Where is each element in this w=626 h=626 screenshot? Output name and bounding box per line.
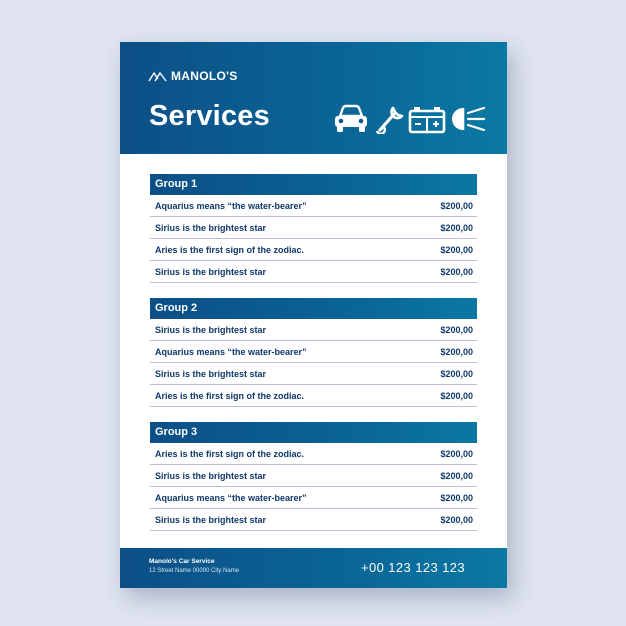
service-row (150, 195, 477, 217)
wrench-icon (374, 104, 404, 134)
page-title: Services (149, 100, 270, 132)
mountain-logo-icon (148, 70, 167, 82)
group-title: Group 3 (150, 422, 477, 443)
service-row (150, 443, 477, 465)
service-name: Sirius is the brightest star (155, 471, 267, 481)
service-price: $200,00 (440, 245, 473, 255)
service-row (150, 239, 477, 261)
service-group-1 (150, 174, 477, 283)
company-name: Manolo's Car Service (149, 558, 215, 565)
service-name: Aquarius means “the water-bearer” (155, 493, 307, 503)
service-flyer (120, 42, 507, 588)
car-icon (332, 104, 370, 134)
service-row (150, 363, 477, 385)
service-price: $200,00 (440, 391, 473, 401)
service-price: $200,00 (440, 325, 473, 335)
flyer-footer (120, 548, 507, 588)
battery-icon (408, 104, 446, 134)
service-price: $200,00 (440, 471, 473, 481)
service-name: Sirius is the brightest star (155, 369, 267, 379)
service-price: $200,00 (440, 347, 473, 357)
group-title: Group 1 (150, 174, 477, 195)
service-price: $200,00 (440, 201, 473, 211)
service-name: Aquarius means “the water-bearer” (155, 201, 307, 211)
service-price: $200,00 (440, 493, 473, 503)
phone-number: +00 123 123 123 (361, 560, 465, 575)
service-row (150, 509, 477, 531)
service-row (150, 487, 477, 509)
brand-name: MANOLO'S (171, 69, 238, 83)
brand-logo (148, 68, 238, 84)
service-row (150, 217, 477, 239)
service-name: Sirius is the brightest star (155, 267, 267, 277)
service-name: Sirius is the brightest star (155, 223, 267, 233)
service-group-2 (150, 298, 477, 407)
headlight-icon (450, 104, 486, 134)
service-price: $200,00 (440, 223, 473, 233)
service-row (150, 261, 477, 283)
service-name: Aquarius means “the water-bearer” (155, 347, 307, 357)
service-icons (332, 103, 486, 135)
service-row (150, 385, 477, 407)
service-name: Aries is the first sign of the zodiac. (155, 449, 305, 459)
service-price: $200,00 (440, 449, 473, 459)
service-name: Sirius is the brightest star (155, 515, 267, 525)
service-group-3 (150, 422, 477, 531)
service-row (150, 465, 477, 487)
company-address: 12 Street Name 00000 City Name (149, 568, 240, 574)
service-row (150, 319, 477, 341)
service-row (150, 341, 477, 363)
service-name: Aries is the first sign of the zodiac. (155, 245, 305, 255)
service-name: Aries is the first sign of the zodiac. (155, 391, 305, 401)
service-price: $200,00 (440, 515, 473, 525)
service-price: $200,00 (440, 369, 473, 379)
service-name: Sirius is the brightest star (155, 325, 267, 335)
group-title: Group 2 (150, 298, 477, 319)
service-price: $200,00 (440, 267, 473, 277)
flyer-header (120, 42, 507, 154)
